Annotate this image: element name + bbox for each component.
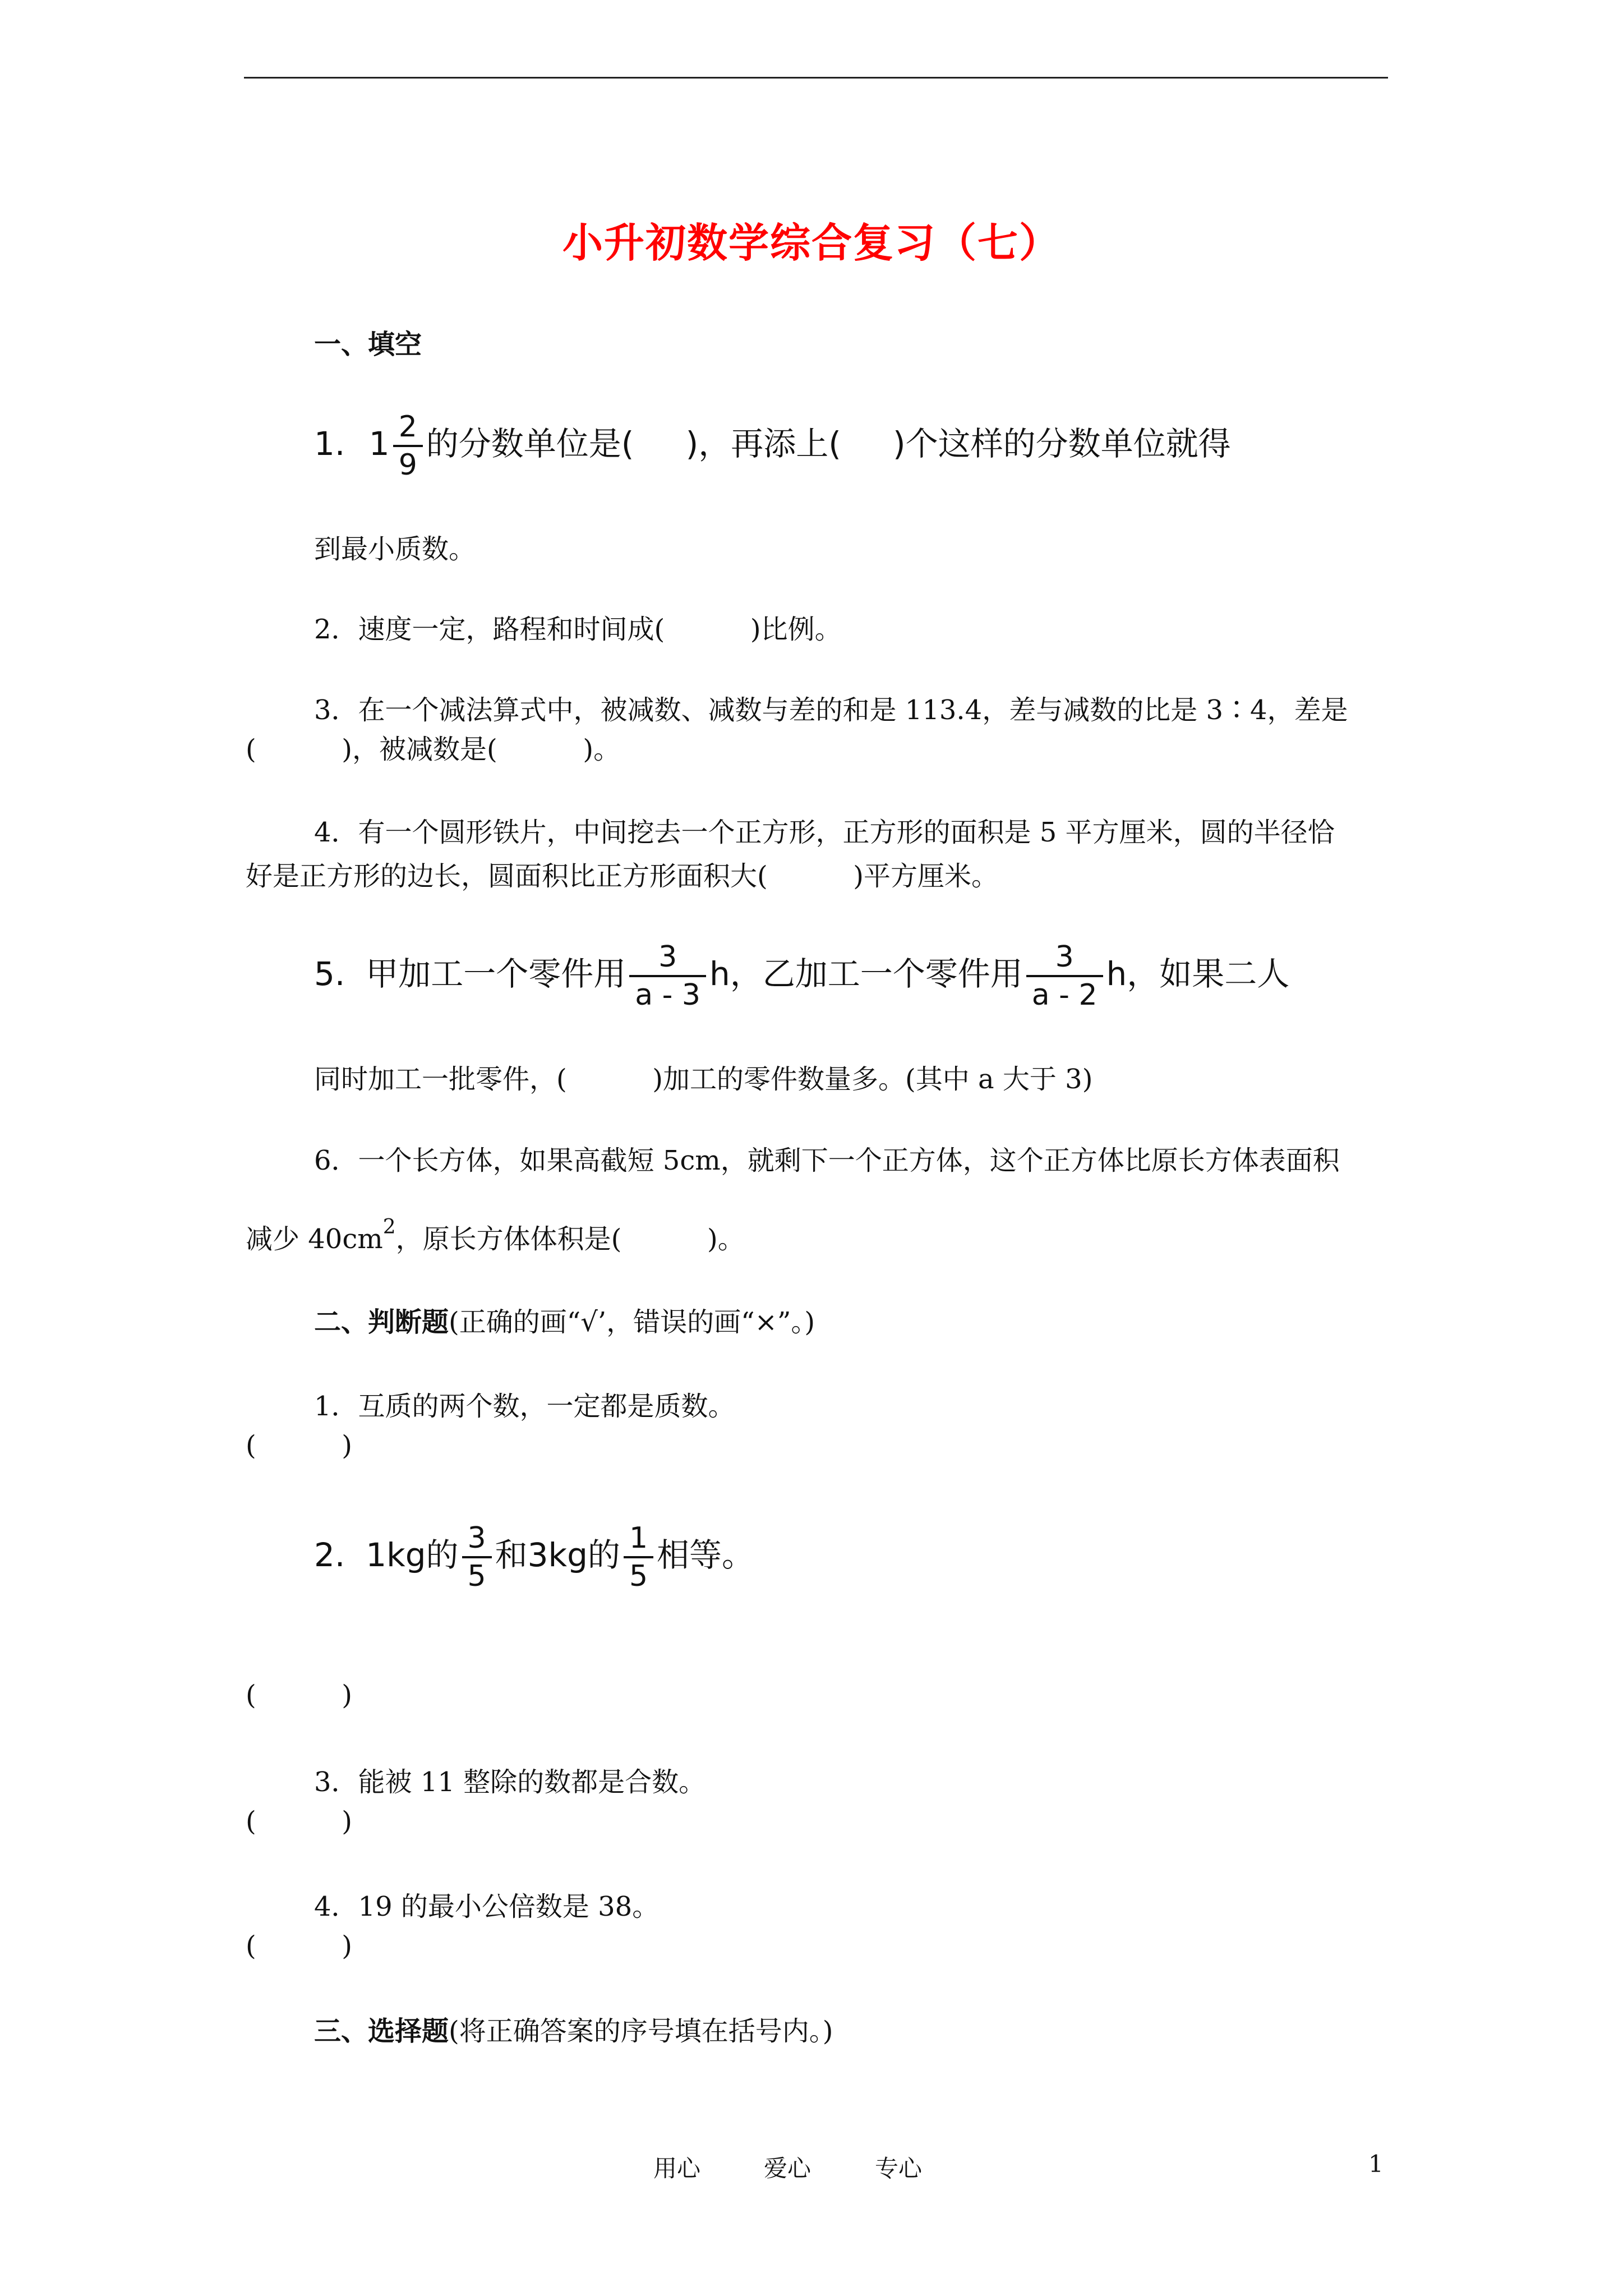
section-1-heading: 一、填空 xyxy=(314,329,422,360)
question-1-1 xyxy=(314,412,1231,480)
q2-2-fraction-2-numerator: 1 xyxy=(629,1521,648,1555)
footer-zhuanxin: 专心 xyxy=(875,2155,923,2182)
q6-superscript: 2 xyxy=(382,1216,396,1239)
question-1-3-line-1: 3．在一个减法算式中，被减数、减数与差的和是 113.4，差与减数的比是 3∶4，差是 xyxy=(314,694,1348,726)
footer-yongxin: 用心 xyxy=(653,2155,701,2182)
q1-number: 1. xyxy=(314,425,345,463)
section-2-heading: 二、判断题 xyxy=(314,1306,449,1338)
q2-2-fraction-1-denominator: 5 xyxy=(462,1556,492,1591)
question-1-6-line-1: 6．一个长方体，如果高截短 5cm，就剩下一个正方体，这个正方体比原长方体表面积 xyxy=(314,1145,1340,1176)
q5-part-2: h，乙加工一个零件用 xyxy=(709,955,1023,993)
header-rule xyxy=(244,77,1388,79)
question-2-1: 1．互质的两个数，一定都是质数。 xyxy=(314,1391,735,1422)
q5-fraction-1-numerator: 3 xyxy=(658,940,677,974)
question-1-1-continued: 到最小质数。 xyxy=(314,533,476,565)
q5-fraction-1-denominator: a - 3 xyxy=(629,975,706,1010)
section-3-heading: 三、选择题 xyxy=(314,2016,449,2047)
q6-text-post: ，原长方体体积是( )。 xyxy=(395,1223,745,1255)
question-1-2: 2．速度一定，路程和时间成( )比例。 xyxy=(314,614,842,645)
footer-aixin: 爱心 xyxy=(764,2155,811,2182)
section-3-note: (将正确答案的序号填在括号内。) xyxy=(449,2016,833,2047)
question-1-6-line-2 xyxy=(246,1217,745,1253)
question-1-4-line-1: 4．有一个圆形铁片，中间挖去一个正方形，正方形的面积是 5 平方厘米，圆的半径恰 xyxy=(314,817,1335,848)
q5-fraction-2-denominator: a - 2 xyxy=(1026,975,1103,1010)
q2-2-part-3: 相等。 xyxy=(657,1536,755,1575)
question-1-5-continued: 同时加工一批零件，( )加工的零件数量多。(其中 a 大于 3) xyxy=(314,1064,1093,1095)
q5-fraction-1 xyxy=(629,942,706,1010)
question-2-3-answer: ( ) xyxy=(246,1806,353,1837)
question-1-5 xyxy=(314,942,1289,1010)
section-2-note: (正确的画“√’，错误的画“×”。) xyxy=(449,1306,815,1338)
page-number: 1 xyxy=(1368,2150,1384,2178)
q1-text: 的分数单位是( )，再添上( )个这样的分数单位就得 xyxy=(426,425,1231,463)
question-2-4: 4．19 的最小公倍数是 38。 xyxy=(314,1891,660,1922)
section-3-heading-line xyxy=(314,2018,833,2045)
q1-fraction xyxy=(393,412,423,480)
q2-2-fraction-2 xyxy=(624,1521,653,1593)
question-2-2 xyxy=(314,1521,755,1593)
q2-2-fraction-1 xyxy=(462,1521,492,1593)
question-2-4-answer: ( ) xyxy=(246,1930,353,1962)
q6-text-pre: 减少 40cm xyxy=(246,1223,383,1255)
q2-2-fraction-2-denominator: 5 xyxy=(624,1556,653,1591)
q5-fraction-2 xyxy=(1026,942,1103,1010)
question-2-2-answer: ( ) xyxy=(246,1680,353,1711)
question-2-1-answer: ( ) xyxy=(246,1430,353,1461)
q5-part-1: 5. 甲加工一个零件用 xyxy=(314,955,626,993)
question-1-3-line-2: ( )，被减数是( )。 xyxy=(246,734,621,765)
page-title: 小升初数学综合复习（七） xyxy=(562,219,1061,266)
q1-fraction-numerator: 2 xyxy=(398,410,417,444)
q2-2-fraction-1-numerator: 3 xyxy=(467,1521,486,1555)
q2-2-part-1: 2. 1kg的 xyxy=(314,1536,459,1575)
section-2-heading-line xyxy=(314,1306,815,1338)
question-1-4-line-2: 好是正方形的边长，圆面积比正方形面积大( )平方厘米。 xyxy=(246,861,999,892)
q5-part-3: h，如果二人 xyxy=(1106,955,1290,993)
q1-whole: 1 xyxy=(368,425,390,463)
q2-2-part-2: 和3kg的 xyxy=(495,1536,620,1575)
q5-fraction-2-numerator: 3 xyxy=(1055,940,1074,974)
q1-fraction-denominator: 9 xyxy=(393,445,423,480)
question-2-3: 3．能被 11 整除的数都是合数。 xyxy=(314,1766,706,1798)
